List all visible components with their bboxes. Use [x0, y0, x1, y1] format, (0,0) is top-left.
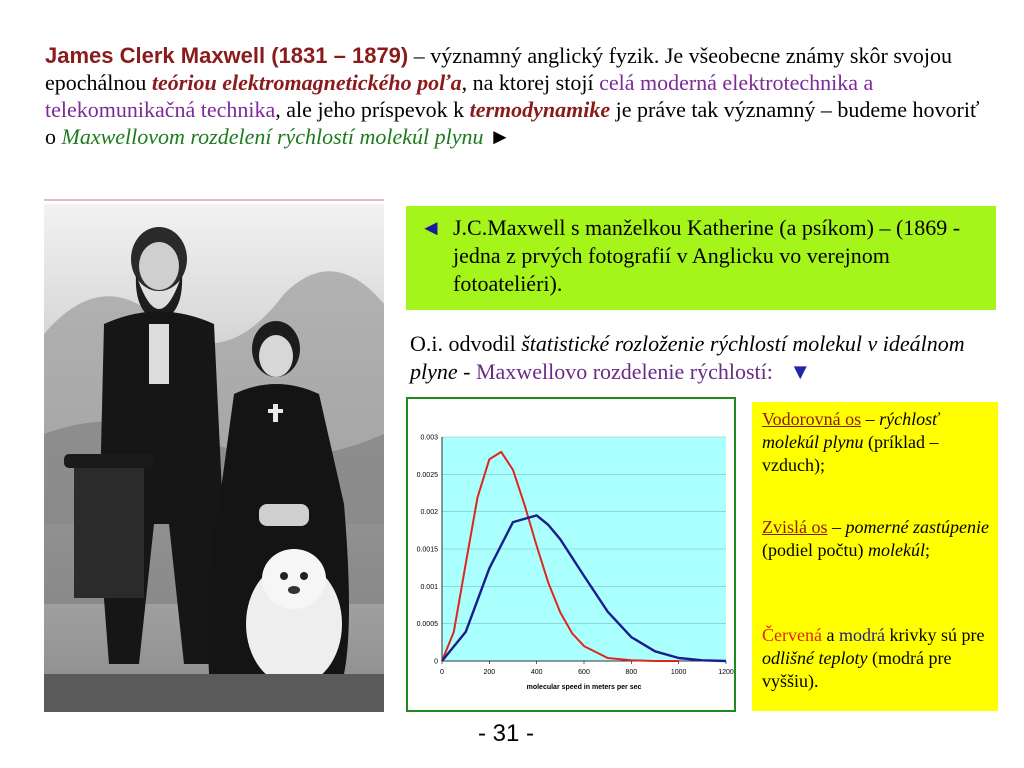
- horizontal-axis-label: Vodorovná os: [762, 409, 862, 429]
- vertical-axis-label: Zvislá os: [762, 517, 828, 537]
- note-dash: –: [861, 409, 880, 429]
- red-word: Červená: [762, 625, 822, 645]
- x-tick-label: 200: [483, 669, 496, 676]
- x-tick-label: 1000: [670, 669, 687, 676]
- photo-top-line: [44, 199, 384, 201]
- axes-explanation-box: [752, 402, 998, 711]
- vertical-axis-note: [762, 516, 994, 562]
- statistical-distribution-text: štatistické rozloženie rýchlostí molekul v ideálnom plyne: [410, 331, 965, 384]
- curves-note: [762, 624, 994, 693]
- relative-share-text: pomerné zastúpenie: [845, 517, 989, 537]
- y-tick-label: 0.0015: [416, 546, 438, 554]
- air-example-text: (príklad – vzduch);: [762, 432, 939, 475]
- em-theory-text: teóriou elektromagnetického poľa: [151, 70, 462, 95]
- y-tick-label: 0.0005: [416, 621, 438, 629]
- maxwell-distribution-chart: [406, 397, 736, 712]
- derivation-paragraph: [410, 330, 1000, 386]
- x-tick-label: 0: [440, 669, 444, 676]
- intro-text-3: , ale jeho príspevok k: [275, 97, 470, 122]
- intro-text-1: – významný anglický fyzik. Je všeobecne známy skôr svojou epochálnou: [45, 43, 952, 95]
- next-arrow-icon: ►: [483, 124, 511, 149]
- x-tick-label: 400: [530, 669, 543, 676]
- y-tick-label: 0.0025: [416, 471, 438, 479]
- maxwell-distribution-label: Maxwellovo rozdelenie rýchlostí:: [475, 359, 773, 384]
- maxwell-name-dates: James Clerk Maxwell (1831 – 1879): [45, 43, 409, 68]
- down-arrow-icon: ▼: [789, 359, 812, 384]
- x-axis-title: molecular speed in meters per sec: [526, 684, 642, 691]
- y-tick-label: 0.002: [420, 509, 438, 517]
- semicolon-text: ;: [924, 540, 930, 560]
- and-word: a: [821, 625, 839, 645]
- intro-paragraph: [45, 42, 995, 150]
- blue-higher-text: (modrá pre vyššiu).: [762, 648, 952, 691]
- left-arrow-icon: ◄: [420, 215, 442, 240]
- thermodynamics-text: termodynamike: [469, 97, 611, 122]
- intro-text-4: je práve tak významný – budeme hovoriť o: [45, 97, 980, 149]
- x-tick-label: 800: [625, 669, 638, 676]
- molecules-text: molekúl: [867, 540, 925, 560]
- chart-svg: [408, 399, 734, 710]
- different-temps-text: odlišné teploty: [762, 648, 868, 668]
- maxwell-photo: [44, 204, 384, 712]
- x-tick-label: 600: [578, 669, 590, 676]
- distribution-text: Maxwellovom rozdelení rýchlostí molekúl plynu: [61, 124, 484, 149]
- modern-tech-text: celá moderná elektrotechnika a telekomunikačná technika: [45, 70, 874, 122]
- photo-caption-text: J.C.Maxwell s manželkou Katherine (a psíkom) – (1869 - jedna z prvých fotografií v Anglicku vo verejnom fotoateliéri).: [453, 215, 961, 296]
- oi-dash: -: [457, 359, 476, 384]
- curves-text: krivky sú pre: [884, 625, 985, 645]
- y-tick-label: 0.001: [420, 583, 438, 591]
- intro-text-2: , na ktorej stojí: [461, 70, 600, 95]
- x-tick-label: 1200: [718, 669, 734, 676]
- photo-illustration: [44, 204, 384, 712]
- speed-text: rýchlosť molekúl plynu: [762, 409, 939, 452]
- y-tick-label: 0.003: [420, 434, 438, 442]
- y-tick-label: 0: [434, 658, 438, 666]
- horizontal-axis-note: [762, 408, 994, 477]
- page-number: - 31 -: [478, 720, 535, 747]
- blue-word: modrá: [838, 625, 885, 645]
- oi-spacer: [773, 359, 790, 384]
- note-dash: –: [827, 517, 846, 537]
- oi-prefix: O.i. odvodil: [410, 331, 522, 356]
- count-share-text: (podiel počtu): [762, 540, 868, 560]
